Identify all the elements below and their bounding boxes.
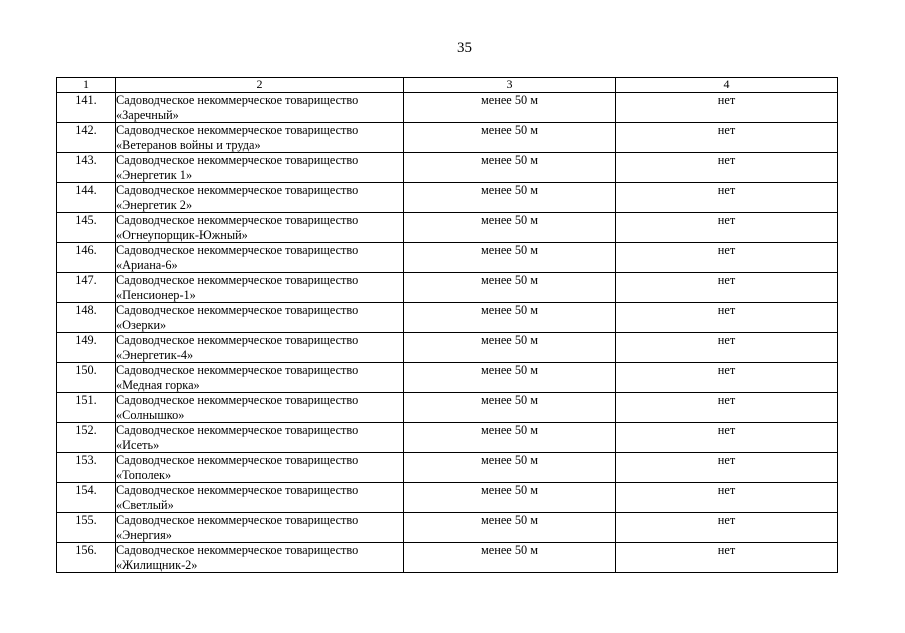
presence-value: нет (616, 543, 838, 573)
row-number: 146. (57, 243, 116, 273)
row-number: 152. (57, 423, 116, 453)
organization-name (116, 543, 404, 573)
distance-value: менее 50 м (404, 483, 616, 513)
distance-value: менее 50 м (404, 243, 616, 273)
row-number: 147. (57, 273, 116, 303)
organization-title: «Энергетик 1» (116, 167, 193, 182)
table-row (57, 273, 838, 303)
presence-value: нет (616, 453, 838, 483)
row-number: 148. (57, 303, 116, 333)
presence-value: нет (616, 423, 838, 453)
distance-value: менее 50 м (404, 393, 616, 423)
table-row (57, 513, 838, 543)
organization-name (116, 93, 404, 123)
distance-value: менее 50 м (404, 453, 616, 483)
table-row (57, 423, 838, 453)
table-row (57, 363, 838, 393)
organization-title: «Светлый» (116, 497, 174, 512)
row-number: 142. (57, 123, 116, 153)
organization-title: «Энергетик 2» (116, 197, 193, 212)
presence-value: нет (616, 363, 838, 393)
column-header-3: 3 (404, 78, 616, 93)
presence-value: нет (616, 393, 838, 423)
organization-title: «Тополек» (116, 467, 172, 482)
presence-value: нет (616, 123, 838, 153)
organization-title: «Ариана-6» (116, 257, 178, 272)
organization-type: Садоводческое некоммерческое товарищество (116, 363, 359, 377)
table-row (57, 243, 838, 273)
organization-type: Садоводческое некоммерческое товарищество (116, 213, 359, 227)
organization-type: Садоводческое некоммерческое товарищество (116, 273, 359, 287)
organization-name (116, 363, 404, 393)
distance-value: менее 50 м (404, 363, 616, 393)
presence-value: нет (616, 183, 838, 213)
organization-title: «Заречный» (116, 107, 179, 122)
distance-value: менее 50 м (404, 303, 616, 333)
distance-value: менее 50 м (404, 183, 616, 213)
organization-title: «Исеть» (116, 437, 160, 452)
page-number: 35 (457, 40, 472, 56)
organization-type: Садоводческое некоммерческое товарищество (116, 453, 359, 467)
organization-type: Садоводческое некоммерческое товарищество (116, 123, 359, 137)
presence-value: нет (616, 483, 838, 513)
organization-type: Садоводческое некоммерческое товарищество (116, 423, 359, 437)
table-row (57, 153, 838, 183)
organization-type: Садоводческое некоммерческое товарищество (116, 483, 359, 497)
organization-name (116, 333, 404, 363)
presence-value: нет (616, 213, 838, 243)
presence-value: нет (616, 93, 838, 123)
organization-title: «Медная горка» (116, 377, 200, 392)
distance-value: менее 50 м (404, 513, 616, 543)
organization-type: Садоводческое некоммерческое товарищество (116, 333, 359, 347)
row-number: 145. (57, 213, 116, 243)
row-number: 156. (57, 543, 116, 573)
row-number: 150. (57, 363, 116, 393)
organization-title: «Пенсионер-1» (116, 287, 196, 302)
distance-value: менее 50 м (404, 333, 616, 363)
organization-name (116, 393, 404, 423)
distance-value: менее 50 м (404, 93, 616, 123)
organization-title: «Ветеранов войны и труда» (116, 137, 261, 152)
table-body (57, 78, 838, 573)
organization-name (116, 303, 404, 333)
organization-type: Садоводческое некоммерческое товарищество (116, 513, 359, 527)
row-number: 143. (57, 153, 116, 183)
distance-value: менее 50 м (404, 213, 616, 243)
organization-type: Садоводческое некоммерческое товарищество (116, 93, 359, 107)
organization-name (116, 153, 404, 183)
organization-type: Садоводческое некоммерческое товарищество (116, 303, 359, 317)
organization-type: Садоводческое некоммерческое товарищество (116, 153, 359, 167)
presence-value: нет (616, 153, 838, 183)
organization-title: «Огнеупорщик-Южный» (116, 227, 248, 242)
table-row (57, 483, 838, 513)
table-row (57, 393, 838, 423)
presence-value: нет (616, 513, 838, 543)
organization-name (116, 423, 404, 453)
distance-value: менее 50 м (404, 543, 616, 573)
table-row (57, 453, 838, 483)
distance-value: менее 50 м (404, 153, 616, 183)
organization-name (116, 123, 404, 153)
row-number: 151. (57, 393, 116, 423)
organization-type: Садоводческое некоммерческое товарищество (116, 543, 359, 557)
column-header-4: 4 (616, 78, 838, 93)
row-number: 154. (57, 483, 116, 513)
presence-value: нет (616, 303, 838, 333)
distance-value: менее 50 м (404, 123, 616, 153)
organization-name (116, 273, 404, 303)
organization-title: «Энергия» (116, 527, 172, 542)
distance-value: менее 50 м (404, 273, 616, 303)
table-row (57, 123, 838, 153)
table-row (57, 93, 838, 123)
column-header-2: 2 (116, 78, 404, 93)
table-row (57, 213, 838, 243)
organization-type: Садоводческое некоммерческое товарищество (116, 393, 359, 407)
row-number: 153. (57, 453, 116, 483)
organization-name (116, 213, 404, 243)
document-table (56, 77, 838, 573)
organization-title: «Энергетик-4» (116, 347, 194, 362)
distance-value: менее 50 м (404, 423, 616, 453)
organization-name (116, 513, 404, 543)
presence-value: нет (616, 243, 838, 273)
row-number: 155. (57, 513, 116, 543)
presence-value: нет (616, 273, 838, 303)
row-number: 141. (57, 93, 116, 123)
row-number: 144. (57, 183, 116, 213)
organization-name (116, 243, 404, 273)
presence-value: нет (616, 333, 838, 363)
organization-type: Садоводческое некоммерческое товарищество (116, 183, 359, 197)
organization-name (116, 483, 404, 513)
row-number: 149. (57, 333, 116, 363)
table-row (57, 303, 838, 333)
table-header-row (57, 78, 838, 93)
organization-title: «Жилищник-2» (116, 557, 198, 572)
organization-title: «Озерки» (116, 317, 167, 332)
organization-name (116, 183, 404, 213)
organization-name (116, 453, 404, 483)
column-header-1: 1 (57, 78, 116, 93)
table-row (57, 183, 838, 213)
organization-title: «Солнышко» (116, 407, 185, 422)
table-row (57, 333, 838, 363)
organization-type: Садоводческое некоммерческое товарищество (116, 243, 359, 257)
table-row (57, 543, 838, 573)
